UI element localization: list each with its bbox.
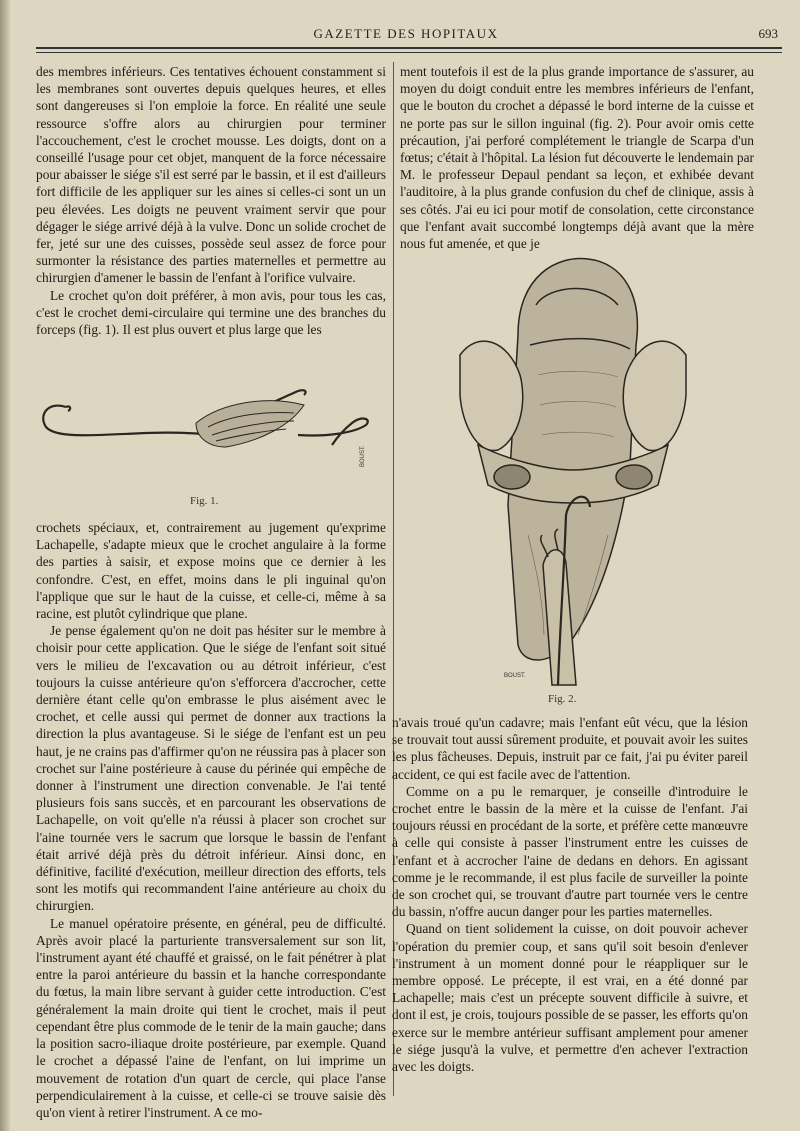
figure-2-illustration	[448, 245, 698, 690]
right-column-top	[400, 63, 754, 252]
paragraph: n'avais troué qu'un cadavre; mais l'enfant eût vécu, que la lésion se trouvait tout aussi sûrement produite, et pouvait avoir les suites les plus fâcheuses. Depuis, instruit par ce fait, j'ai pu éviter pareil accident, ce qui est facile avec de l'attention.	[392, 715, 748, 782]
paragraph: Je pense également qu'on ne doit pas hésiter sur le membre à choisir pour cette application. Que le siége de l'enfant soit situé vers le milieu de l'excavation ou au détroit inférieur, c'est toujours la cuisse antérieure qu'on s'efforcera d'accrocher, cette dernière étant celle qu'on embrasse le plus aisément avec le crochet, et celle aussi qui permet de donner aux tractions la direction la plus avantageuse. Si le siége de l'enfant est un peu haut, je ne crains pas d'affirmer qu'on ne réussira pas à placer son crochet sur l'aine postérieure à cause du périnée qui empêche de donner à l'instrument une direction convenable. Je l'ai tenté plusieurs fois sans succès, et en parcourant les observations de Lachapelle, on voit qu'elle n'a réussi à placer son crochet sur l'aine tournée vers le sacrum que lorsque le bassin de l'enfant était arrivé déjà près du détroit inférieur. Ainsi donc, en définitive, facilité d'exécution, meilleur direction des efforts, tels sont les motifs qui recommandent l'aine antérieure au choix du chirurgien.	[36, 623, 387, 914]
page-binding-edge	[0, 0, 10, 1131]
figure-1-caption: Fig. 1.	[190, 495, 219, 507]
left-column-bottom	[36, 519, 386, 1121]
paragraph: Le manuel opératoire présente, en général, peu de difficulté. Après avoir placé la parturiente transversalement sur son lit, l'instrument ayant été chauffé et graissé, on le fait pénétrer à plat entre la paroi antérieure du bassin et la hanche correspondante du fœtus, la main libre servant à guider cette introduction. C'est généralement la main droite qui tient le crochet, mais il peut cependant être plus commode de le tenir de la main gauche; dans la position sacro-iliaque droite postérieure, par exemple. Quand le crochet a dépassé l'aine de l'enfant, on lui imprime un mouvement de rotation d'un quart de cercle, qui place l'anse perpendiculairement à la cuisse, et celle-ci se trouve saisie dès qu'on vient à retirer l'instrument. A ce mo-	[36, 915, 386, 1120]
paragraph: Comme on a pu le remarquer, je conseille d'introduire le crochet entre le bassin de la mère et la cuisse de l'enfant. J'ai toujours réussi en procédant de la sorte, et préfère cette manœuvre à celle qui consiste à passer l'instrument entre les cuisses de l'enfant et à accrocher l'aine de dedans en dehors. En agissant comme je le recommande, il est plus facile de surveiller la pointe de son crochet qui, se trouvant d'autre part tournée vers le centre du bassin, n'offre aucun danger pour les parties maternelles.	[392, 783, 748, 920]
left-column-top	[36, 63, 386, 338]
header-rule-thick	[36, 47, 782, 49]
publication-title: GAZETTE DES HOPITAUX	[313, 26, 499, 41]
header-rule-thin	[36, 52, 782, 53]
figure-1-illustration	[36, 375, 376, 485]
paragraph: Quand on tient solidement la cuisse, on doit pouvoir achever l'opération du premier coup, et sans qu'il soit besoin d'enlever l'instrument à un moment donné pour le réappliquer sur le membre opposé. Le précepte, il est vrai, en a été donné par Lachapelle; mais c'est un précepte souvent difficile à suivre, et dont il est, je crois, toujours possible de se passer, les efforts qu'on exerce sur le membre antérieur suffisant amplement pour amener le siége jusqu'à la vulve, et permettre d'en achever l'extraction avec les doigts.	[392, 921, 748, 1075]
paragraph: Le crochet qu'on doit préférer, à mon avis, pour tous les cas, c'est le crochet demi-circulaire qui termine une des branches du forceps (fig. 1). Il est plus ouvert et plus large que les	[36, 287, 386, 338]
figure-2-engraver-mark: BOUST.	[504, 673, 526, 679]
page-number: 693	[758, 26, 778, 41]
right-column-bottom	[392, 714, 748, 1075]
paragraph: crochets spéciaux, et, contrairement au jugement qu'exprime Lachapelle, s'adapte mieux que le crochet angulaire à la forme des parties à saisir, et expose moins que ce dernier à les confondre. C'est, en effet, moins dans le pli inguinal qu'on l'applique que sur le haut de la cuisse, et celle-ci, même à sa racine, est plutôt cylindrique que plane.	[36, 520, 386, 622]
figure-1-engraver-mark: BOUST.	[360, 445, 366, 467]
paragraph: ment toutefois il est de la plus grande importance de s'assurer, au moyen du doigt conduit entre les membres inférieurs de l'enfant, que le bouton du crochet a dépassé le bord interne de la cuisse et ne porte pas sur le sillon inguinal (fig. 2). Pour avoir omis cette précaution, j'ai perforé complétement le triangle de Scarpa d'un fœtus; c'était à l'hôpital. La lésion fut découverte le lendemain par M. le professeur Depaul pendant sa leçon, et exhibée devant l'auditoire, à la plus grande confusion du chef de clinique, assis à ses côtés. J'ai eu ici pour motif de consolation, cette circonstance que l'enfant avait succombé longtemps déjà avant que la mère nous fut amenée, et que je	[400, 64, 754, 252]
figure-2-caption: Fig. 2.	[548, 693, 577, 705]
paragraph: des membres inférieurs. Ces tentatives échouent constamment si les membranes sont ouvertes depuis quelques heures, et elles sont dangereuses si l'on emploie la force. En réalité une seule ressource s'offre alors au chirurgien pour terminer l'accouchement, c'est le crochet mousse. Les doigts, dont on a conseillé l'usage pour cet objet, manquent de la force nécessaire pour abaisser le siége s'il est serré par le bassin, et il est d'ailleurs fort difficile de les appliquer sur les aines si celles-ci sont un un peu élevées. Les doigts ne peuvent vraiment servir que pour dégager le siége arrivé déjà à la vulve. Donc un solide crochet de fer, jeté sur une des cuisses, possède seul assez de force pour surmonter la résistance des parties maternelles et permettre au chirurgien d'amener le bassin de l'enfant à l'orifice vulvaire.	[36, 64, 386, 286]
page-header	[28, 22, 784, 46]
